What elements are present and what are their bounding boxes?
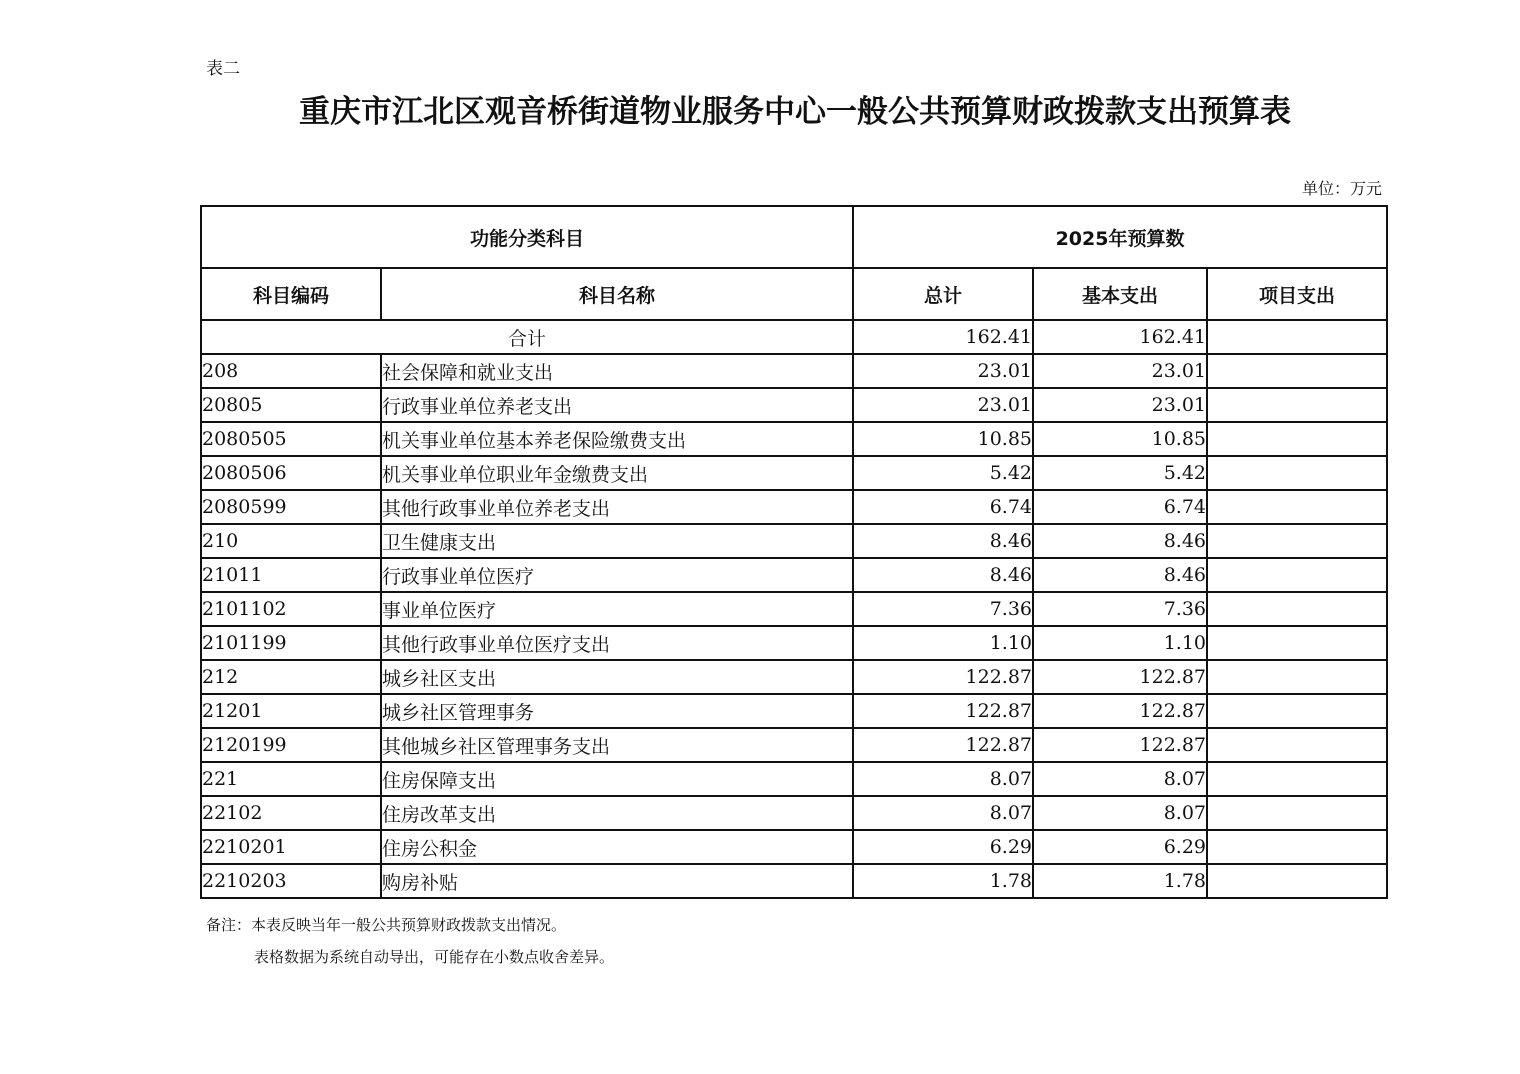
table-row xyxy=(201,456,1387,490)
total-label: 合计 xyxy=(201,320,853,354)
row-basic: 23.01 xyxy=(1033,354,1207,388)
row-name: 其他行政事业单位养老支出 xyxy=(381,490,853,524)
row-code: 210 xyxy=(201,524,381,558)
row-name: 机关事业单位基本养老保险缴费支出 xyxy=(381,422,853,456)
row-project xyxy=(1207,626,1387,660)
row-code: 2120199 xyxy=(201,728,381,762)
row-name: 行政事业单位养老支出 xyxy=(381,388,853,422)
row-project xyxy=(1207,354,1387,388)
table-row xyxy=(201,728,1387,762)
row-project xyxy=(1207,660,1387,694)
table-row xyxy=(201,694,1387,728)
row-name: 卫生健康支出 xyxy=(381,524,853,558)
row-basic: 8.46 xyxy=(1033,524,1207,558)
row-code: 2080505 xyxy=(201,422,381,456)
row-basic: 8.07 xyxy=(1033,796,1207,830)
header-budget-2025: 2025年预算数 xyxy=(853,206,1387,268)
row-name: 城乡社区管理事务 xyxy=(381,694,853,728)
table-row xyxy=(201,864,1387,898)
table-row xyxy=(201,354,1387,388)
row-project xyxy=(1207,694,1387,728)
row-basic: 5.42 xyxy=(1033,456,1207,490)
table-row xyxy=(201,422,1387,456)
row-code: 22102 xyxy=(201,796,381,830)
table-row xyxy=(201,660,1387,694)
row-total: 122.87 xyxy=(853,694,1033,728)
header-basic: 基本支出 xyxy=(1033,268,1207,320)
row-code: 212 xyxy=(201,660,381,694)
total-sum: 162.41 xyxy=(853,320,1033,354)
row-code: 20805 xyxy=(201,388,381,422)
row-basic: 7.36 xyxy=(1033,592,1207,626)
row-code: 2101199 xyxy=(201,626,381,660)
row-project xyxy=(1207,422,1387,456)
row-code: 2080506 xyxy=(201,456,381,490)
header-row-columns xyxy=(201,268,1387,320)
row-basic: 23.01 xyxy=(1033,388,1207,422)
row-total: 122.87 xyxy=(853,728,1033,762)
row-project xyxy=(1207,524,1387,558)
row-total: 6.29 xyxy=(853,830,1033,864)
table-row xyxy=(201,592,1387,626)
row-total: 23.01 xyxy=(853,388,1033,422)
note-line-2: 表格数据为系统自动导出，可能存在小数点收舍差异。 xyxy=(254,948,615,966)
row-code: 21201 xyxy=(201,694,381,728)
header-name: 科目名称 xyxy=(381,268,853,320)
row-total: 8.46 xyxy=(853,524,1033,558)
header-function-category: 功能分类科目 xyxy=(201,206,853,268)
row-project xyxy=(1207,592,1387,626)
row-total: 8.07 xyxy=(853,762,1033,796)
row-name: 购房补贴 xyxy=(381,864,853,898)
row-total: 10.85 xyxy=(853,422,1033,456)
table-row xyxy=(201,626,1387,660)
row-total: 7.36 xyxy=(853,592,1033,626)
row-name: 机关事业单位职业年金缴费支出 xyxy=(381,456,853,490)
header-code: 科目编码 xyxy=(201,268,381,320)
row-basic: 1.10 xyxy=(1033,626,1207,660)
total-project xyxy=(1207,320,1387,354)
row-code: 2210203 xyxy=(201,864,381,898)
row-project xyxy=(1207,558,1387,592)
row-name: 事业单位医疗 xyxy=(381,592,853,626)
row-code: 2210201 xyxy=(201,830,381,864)
row-project xyxy=(1207,388,1387,422)
row-total: 8.46 xyxy=(853,558,1033,592)
row-basic: 6.29 xyxy=(1033,830,1207,864)
row-code: 21011 xyxy=(201,558,381,592)
row-project xyxy=(1207,490,1387,524)
header-total: 总计 xyxy=(853,268,1033,320)
row-project xyxy=(1207,830,1387,864)
row-name: 社会保障和就业支出 xyxy=(381,354,853,388)
row-project xyxy=(1207,456,1387,490)
row-total: 6.74 xyxy=(853,490,1033,524)
table-row xyxy=(201,796,1387,830)
table-row xyxy=(201,830,1387,864)
row-basic: 8.07 xyxy=(1033,762,1207,796)
row-project xyxy=(1207,864,1387,898)
header-project: 项目支出 xyxy=(1207,268,1387,320)
table-row xyxy=(201,524,1387,558)
row-project xyxy=(1207,796,1387,830)
table-row xyxy=(201,762,1387,796)
row-code: 2101102 xyxy=(201,592,381,626)
row-name: 住房公积金 xyxy=(381,830,853,864)
row-total: 8.07 xyxy=(853,796,1033,830)
row-total: 122.87 xyxy=(853,660,1033,694)
table-row xyxy=(201,490,1387,524)
row-name: 城乡社区支出 xyxy=(381,660,853,694)
row-basic: 6.74 xyxy=(1033,490,1207,524)
note-line-1: 备注：本表反映当年一般公共预算财政拨款支出情况。 xyxy=(206,916,567,934)
row-basic: 10.85 xyxy=(1033,422,1207,456)
unit-label: 单位：万元 xyxy=(1301,179,1382,198)
page-title: 重庆市江北区观音桥街道物业服务中心一般公共预算财政拨款支出预算表 xyxy=(299,94,1291,130)
row-basic: 8.46 xyxy=(1033,558,1207,592)
total-row xyxy=(201,320,1387,354)
row-basic: 122.87 xyxy=(1033,728,1207,762)
table-row xyxy=(201,388,1387,422)
row-total: 23.01 xyxy=(853,354,1033,388)
row-name: 其他城乡社区管理事务支出 xyxy=(381,728,853,762)
row-name: 住房保障支出 xyxy=(381,762,853,796)
row-total: 5.42 xyxy=(853,456,1033,490)
sheet-label: 表二 xyxy=(206,59,240,79)
row-code: 221 xyxy=(201,762,381,796)
budget-table xyxy=(200,205,1388,899)
row-name: 住房改革支出 xyxy=(381,796,853,830)
table-row xyxy=(201,558,1387,592)
row-code: 208 xyxy=(201,354,381,388)
total-basic: 162.41 xyxy=(1033,320,1207,354)
row-basic: 122.87 xyxy=(1033,660,1207,694)
row-name: 其他行政事业单位医疗支出 xyxy=(381,626,853,660)
row-project xyxy=(1207,762,1387,796)
row-code: 2080599 xyxy=(201,490,381,524)
row-total: 1.10 xyxy=(853,626,1033,660)
row-name: 行政事业单位医疗 xyxy=(381,558,853,592)
row-project xyxy=(1207,728,1387,762)
row-basic: 1.78 xyxy=(1033,864,1207,898)
row-total: 1.78 xyxy=(853,864,1033,898)
header-row-group xyxy=(201,206,1387,268)
row-basic: 122.87 xyxy=(1033,694,1207,728)
